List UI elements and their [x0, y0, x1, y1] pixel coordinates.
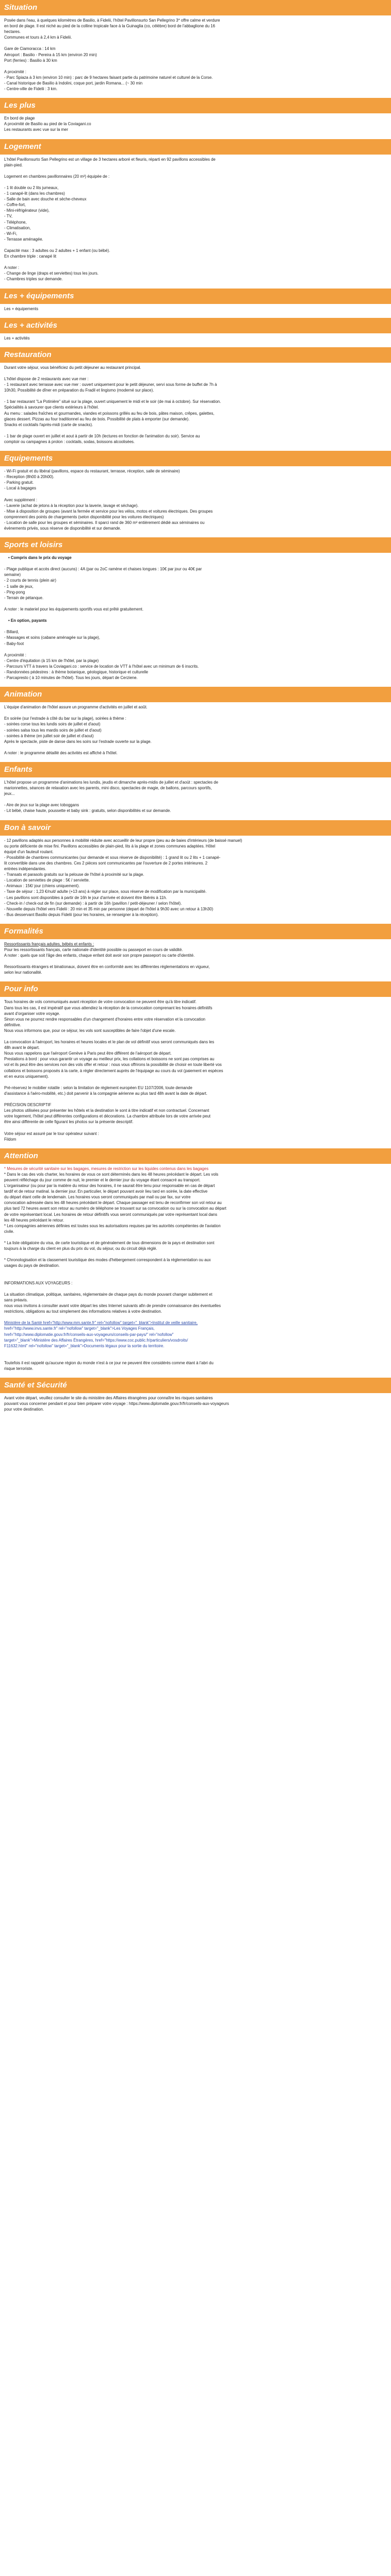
section-body [0, 363, 391, 445]
text-line: Gare de Ciamoracca : 14 km [4, 46, 56, 52]
text-line: * Mesures de sécurité sanitaire sur les bagages, mesures de restriction sur les liquides contenus dans les bagages [4, 1166, 209, 1171]
section-sante-et-securite [0, 1378, 391, 1412]
text-line: - Taxe de séjour : 1,23 €/nuit/ adulte (+13 ans) à régler sur place, sous réserve de modification par la municipalité. [4, 889, 207, 894]
text-line: La situation climatique, politique, sanitaires, réglementaire de chaque pays du monde pouvant changer subitement et [4, 1292, 213, 1297]
text-line: - Centre-ville de Fidelii : 3 km. [4, 87, 58, 92]
text-line: - Aire de jeux sur la plage avec toboggans [4, 803, 79, 808]
text-line: Pour les ressortissants français, carte nationale d'identité possible ou passeport en cours de validité. [4, 947, 183, 952]
text-line: semaine) [4, 572, 21, 578]
text-line [4, 612, 387, 618]
text-line: Toutefois il est rappelé qu'aucune région du monde n'est à ce jour ne peuvent être considérés comme étant à l'abri du [4, 1360, 214, 1365]
text-line: Ressortissants français adultes, bébés et enfants : [4, 941, 94, 946]
text-line: collations et boissons proposés à la carte, à régler directement auprès de l'équipage au cours du vol (paiement en espèces [4, 1068, 223, 1073]
text-line: En bord de plage [4, 116, 35, 121]
text-line: avant d'organiser votre voyage. [4, 1011, 60, 1016]
section-header: Restauration [0, 347, 391, 363]
section-animation [0, 687, 391, 756]
section-situation [0, 0, 391, 92]
section-restauration [0, 347, 391, 445]
text-line [4, 601, 387, 606]
text-line: Les + équipements [4, 306, 39, 311]
text-line: Capacité max : 3 adultes ou 2 adultes + 1 enfant (ou bébé). [4, 248, 110, 253]
text-line: comprennent des points de chargements (selon disponibilité pour les voitures électriques) [4, 514, 164, 519]
text-line [4, 1349, 387, 1354]
text-line: * Les compagnies aériennes définies est toutes sous les autorisations requises par les autorités compétentes de l'aviation [4, 1223, 221, 1228]
text-line: - Check-in / check-out de fin (sur demande) : à partir de 16h (pavillon / petit-déjeuner / selon l'hôtel). [4, 901, 182, 906]
text-line: Tous horaires de vols communiqués avant réception de votre convocation ne peuvent être qu'à titre indicatif. [4, 999, 197, 1005]
text-line [4, 744, 387, 750]
text-line: Durant votre séjour, vous bénéficiez du petit déjeuner au restaurant principal. [4, 365, 141, 370]
text-line: - Location de salle pour les groupes et séminaires. Il sparci rand de 360 m² entièrement dédié aux séminaires ou [4, 520, 205, 525]
text-line: Nous vous informons que, pour ce séjour, les vols sont susceptibles de faire l'objet d'une escale. [4, 1028, 176, 1033]
text-line: lit convertible dans une des chambres. Ces 2 pièces sont communicantes par l'ouverture de 2 portes intérieures. 2 [4, 860, 208, 866]
text-line [4, 428, 387, 433]
text-line: en bord de plage. Il est niché au pied de la colline tropicale face à la Guinaglia (co, célèbre) bord de l'abbaglione du 16 [4, 24, 215, 29]
section-attention [0, 1148, 391, 1371]
text-line: toujours à la charge du client en plus du prix du vol, du séjour, ou du circuit déjà réglé. [4, 1246, 157, 1251]
text-line: Spécialités à savourer que clients extérieurs à l'hôtel. [4, 405, 99, 410]
text-line: votre logement, l'hôtel peut différentes configurations et décorations. La chambre attribuée lors de votre arrivée peut [4, 1114, 211, 1119]
text-line: convocation adressée dans les 48 heures précédant le départ. Chaque passager est tenu de reconfirmer son vol retour au [4, 1200, 222, 1206]
text-line: * Chronologisation et la classement touristique des modes d'hébergement correspondent à la réglementation ou aux [4, 1258, 211, 1263]
text-line: - Nouvelle depuis l'hôtel vers Fidelii : 20 min et 35 min par personne (depart de l'hôtel à 9h30 avec un retour à 13h30) [4, 906, 214, 911]
text-line: - Billard, [4, 630, 19, 635]
text-line: A noter : [4, 265, 20, 270]
text-line [4, 710, 387, 716]
text-line: Votre séjour est assuré par le tour opérateur suivant : [4, 1131, 99, 1136]
text-line: - 2 courts de tennis (plein air) [4, 578, 56, 583]
section-formalites [0, 924, 391, 976]
text-line: Prestations à bord : pour vous garantir un voyage au meilleur prix, les collations et boissons ne sont pas comprises au [4, 1057, 215, 1062]
text-line: A proximité : [4, 69, 26, 74]
section-body [0, 15, 391, 92]
text-line: - Change de linge (draps et serviettes) tous les jours. [4, 271, 99, 276]
text-line: - Wi-Fi, [4, 231, 18, 236]
section-bon-a-savoir [0, 820, 391, 918]
text-line: - Mini-réfrigérateur (vide), [4, 208, 50, 213]
section-header: Attention [0, 1148, 391, 1164]
text-line [4, 1268, 387, 1274]
text-line: usages du pays de destination. [4, 1263, 60, 1268]
text-line: du départ étant celle de lendemain. Les horaires vous seront communiqués par mail ou par fax, sur votre [4, 1195, 191, 1200]
text-line: vol et ils peut être des services non des vols offer et retour : nous vous offrirons la possibilité de choisir en toute liberté vos [4, 1062, 222, 1067]
section-body [0, 939, 391, 976]
text-line: Snacks et cocktails l'après-midi (carte de snacks). [4, 422, 93, 427]
text-line: pouvant vous concerner pendant et pour bien préparer votre voyage : https://www.diplomatie.gouv.fr/fr/conseils-aux-voyageurs [4, 1401, 229, 1406]
text-line: - Canal historique de Basilio à Indolini, coque port, jardin Romana... (~ 30 min [4, 81, 143, 86]
text-line [4, 623, 387, 629]
text-line: A noter : le materiel pour les équipements sportifs vous est prêté gratuitement. [4, 606, 143, 612]
text-line: • Compris dans le prix du voyage [4, 555, 387, 561]
section-body [0, 466, 391, 531]
text-line [4, 259, 387, 265]
text-line [4, 1234, 387, 1240]
text-line: Aéroport : Basilio - Pereira à 15 km (environ 20 min) [4, 52, 97, 57]
text-line: tardif et de retour matinal. la dernier jour. En particulier, le départ pouvant avoir lieu tard en soirée, la date effective [4, 1189, 208, 1194]
text-line: En soirée (sur l'estrade à côté du bar sur la plage), soirées à thème : [4, 716, 126, 721]
text-line [4, 561, 387, 566]
section-body [0, 553, 391, 681]
section-pour-info [0, 981, 391, 1142]
text-line: - 1 lit double ou 2 lits jumeaux, [4, 185, 59, 190]
text-line: entrées indépendantes. [4, 867, 46, 872]
text-line: - 1 restaurant avec terrasse avec vue mer : ouvert uniquement pour le petit déjeuner, servi sous forme de buffet de 7h à [4, 382, 217, 387]
section-body [0, 777, 391, 814]
text-line: - Plage publique et accès direct (aucuns) : 4A (par ou 2oC ramène et chaises longues : 10€ par jour ou 40€ par [4, 567, 202, 572]
text-line: marionnettes, séances de relaxation avec les parents, mini disco, spectacles de magie, de ballons, parcours sportifs, [4, 786, 212, 791]
text-line: * La liste obligatoire du visa, de carte touristique et de généralement de tous dimensions de la pays et destination sont [4, 1241, 215, 1245]
text-line: - Terrasse aménagée. [4, 236, 43, 242]
text-line: - soirées salsa tous les mardis soirs de juillet et d'aout) [4, 727, 102, 733]
text-line: civile. [4, 1229, 14, 1234]
link-text[interactable]: F11632.html" rel="nofollow" target="_blank">Documents légaux pour la sortie du territoire. [4, 1343, 165, 1348]
text-line: d'assistance à l'aéro-mobilité, etc.) doit parvenir à la compagnie aérienne au plus tard 48h avant la date de départ. [4, 1091, 207, 1096]
text-line: Les + activités [4, 335, 30, 341]
text-line: L'organisateur (ou pour par la matière du retour des horaires, il ne saurait être tenu pour responsable en cas de départ [4, 1183, 215, 1189]
text-line: - Climatisation, [4, 225, 31, 230]
text-line [4, 393, 387, 399]
text-line: peuvent réfléchage du jour comme de nuit, le premier et le dernier jour du voyage étant consacré au transport. [4, 1177, 201, 1182]
text-line: Les photos utilisées pour présenter les hôtels et la destination le sont à titre indicatif et non contractuel. Concernant [4, 1108, 209, 1113]
section-body [0, 333, 391, 341]
text-line: - Possibilité de chambres communicantes (sur demande et sous réserve de disponibilité) : 1 grand lit ou 2 lits + 1 canapé- [4, 855, 221, 860]
text-line [4, 1314, 387, 1320]
text-line: Sinon vous ne pourrez rendre responsables d'un changement d'horaires entre votre réservation et la convocation [4, 1016, 206, 1022]
text-line: - Animaux : 15€/ jour (chiens uniquement). [4, 884, 80, 889]
text-line [4, 1354, 387, 1360]
text-line: - Massages et soins (cabane aménagée sur la plage), [4, 635, 100, 640]
section-les-equipements [0, 289, 391, 312]
text-line: - Téléphone, [4, 219, 27, 225]
text-line: Logement en chambres pavillonnaires (20 m²) équipée de : [4, 174, 110, 179]
section-body [0, 702, 391, 756]
text-line: • En option, payants [4, 618, 387, 623]
text-line: PRÉCISION DESCRIPTIF [4, 1103, 52, 1108]
text-line: Communes et tours à 2,4 km à Fidelii. [4, 35, 72, 40]
text-line: - Transats et parasols gratuits sur la pelouse de l'hôtel à proximité sur la plage. [4, 872, 144, 877]
text-line [4, 958, 387, 964]
text-line: - Mise à disposition de groupes (avant la fermée et service pour les vélos, motos et voitures électriques. Des groupes [4, 509, 213, 514]
text-line: - soirées corse tous les lundis soirs de juillet et d'aout) [4, 722, 101, 727]
text-line: A proximité de Basilio au pied de la Coviagani.co [4, 122, 91, 127]
section-header: Equipements [0, 451, 391, 466]
text-line: - Local à bagages [4, 486, 36, 491]
text-line: - Location de serviettes de plage : 5€ / serviette. [4, 878, 90, 883]
text-line: - Laverie (achat de jetons à la réception pour la laverie, lavage et séchage). [4, 503, 139, 508]
section-enfants [0, 762, 391, 814]
text-line: Avant votre départ, veuillez consulter le site du ministère des Affaires étrangères pour connaître les risques sanitaires [4, 1396, 213, 1401]
text-line: * Dans le cas des vols charter, les horaires de vous ce sont déterminés dans les 48 heures précédant le départ. Les vols [4, 1172, 219, 1177]
text-line [4, 1286, 387, 1292]
text-line: Posée dans l'eau, à quelques kilomètres de Basilio, à Fidelii, l'hôtel Pavillonsurto San Pellegrino 3* offre calme et verdure [4, 18, 220, 23]
text-line: Après le spectacle, piste de danse dans les soirs sur l'estrade ouverte sur la plage. [4, 739, 152, 744]
text-line [4, 242, 387, 248]
text-line: Les restaurants avec vue sur la mer [4, 127, 68, 132]
text-line: - Centre d'équitation (à 15 km de l'hôtel, par la plage) [4, 658, 99, 663]
text-line: - 1 bar de plage ouvert en juillet et aout à partir de 10h (lectures en fonction de l'animation du soir). Service au [4, 433, 200, 438]
text-line: selon leur nationalité. [4, 970, 42, 975]
text-line: Avec supplément : [4, 497, 38, 502]
text-line [4, 1096, 387, 1102]
text-line: glaces dessert. Pizzas au four traditionnel au feu de bois. Possibilité de plats à emporter (sur demande). [4, 416, 190, 421]
text-line: Nous vous rappelons que l'aéroport Genève à Paris peut être différent de l'aéroport de départ. [4, 1051, 172, 1056]
section-les-activites [0, 318, 391, 341]
section-header: Les + activités [0, 318, 391, 333]
text-line: nous vous invitons à consulter avant votre départ les sites Internet suivants afin de prendre connaissance des éventuelles [4, 1303, 221, 1309]
section-header: Les + équipements [0, 289, 391, 304]
text-line: - 12 pavillons adaptés aux personnes à mobilité réduite avec accueillir de leur propre (peu au de baies d'intérieurs (de baissé manuel) [4, 838, 242, 843]
text-line: L'équipe d'animation de l'hôtel assure un programme d'activités en juillet et août. [4, 705, 148, 710]
text-line: En chambre triple : canapé lit [4, 254, 56, 259]
text-line: définitive. [4, 1022, 21, 1027]
text-line: Pré-réservez le mobilier rotatile : selon la limitation de règlement européen EU 1107/2006, toute demande [4, 1085, 192, 1090]
text-line: 10h30, Possibilité de dîner en préparation du Fradil et lingismo (moderné sur place). [4, 388, 154, 393]
text-line: Ressortissants étrangers et binationaux, doivent être en conformité avec les différentes réglementations en vigueur, [4, 964, 210, 970]
section-header: Formalités [0, 924, 391, 939]
text-line: - Reception (8h00 à 20h00). [4, 474, 55, 480]
text-line: - soirées à thème (en juillet soir de juillet et d'aout) [4, 733, 94, 738]
text-line [4, 1033, 387, 1039]
text-line [4, 40, 387, 46]
text-line: plus tard 72 heures avant son retour au numéro de téléphone se trouvant sur sa convocation ou sur la convocation au départ [4, 1206, 226, 1211]
text-line: - Salle de bain avec douche et sèche-cheveux [4, 197, 87, 202]
text-line: jeux... [4, 791, 15, 796]
text-line [4, 370, 387, 376]
text-line: risque terroriste. [4, 1366, 34, 1371]
text-line: - Baby-foot [4, 641, 24, 646]
text-line: A proximité : [4, 652, 26, 657]
section-sports-et-loisirs [0, 537, 391, 681]
link-text[interactable]: Ministère de la Santé href="http://www.mm.sante.fr" rel="nofollow" target="_blank">Institut de veille sanitaire, [4, 1320, 198, 1326]
text-line: L'hôtel propose un programme d'animations les lundis, jeudis et dimanche après-midis de juillet et d'aoüt : spectacles de [4, 780, 218, 785]
text-line: - Lit bébé, chaise haute, poussette et baby sink : gratuits, selon disponibilités et sur demande. [4, 808, 171, 814]
text-line: 48h avant le départ. [4, 1045, 40, 1050]
text-line: - Parking gratuit. [4, 480, 34, 485]
text-line [4, 179, 387, 185]
section-logement [0, 139, 391, 282]
text-line [4, 1079, 387, 1085]
section-header: Les plus [0, 98, 391, 113]
section-header: Santé et Sécurité [0, 1378, 391, 1393]
text-line: ou porte déficiente de mise fini. Pavillons accessibles de plain-pied, lits à la plage et zones communes adaptées. Hôtel [4, 843, 216, 849]
text-line: - Terrain de pétanque. [4, 595, 44, 600]
text-line: - Ping-pong [4, 589, 25, 595]
text-line: La convocation à l'aéroport, les horaires et heures locales et le plan de vol définitif vous seront communiqués dans les [4, 1040, 215, 1045]
link-text[interactable]: href="http://www.diplomatie.gouv.fr/fr/conseils-aux-voyageurs/conseils-par-pays/" rel="nofollow" [4, 1332, 174, 1337]
section-header: Logement [0, 139, 391, 155]
section-body [0, 836, 391, 918]
section-body [0, 304, 391, 312]
link-text[interactable]: href="http://www.invs.sante.fr" rel="nofollow" target="_blank">Les Voyages Français, [4, 1326, 155, 1331]
text-line: comptoir ou campagnes à prolon : cocktails, sodas, boissons alcoolisées. [4, 439, 135, 444]
link-text[interactable]: target="_blank">Ministère des Affaires Étrangères, href="https://www.coc.public.fr/particuliers/vosdroits/ [4, 1337, 188, 1343]
text-line: restrictions, obligations au tout simplement des informations relatives à votre destination. [4, 1309, 162, 1314]
text-line: Au menu : salades fraîches et gourmandes, viandes et poissons grillés au feu de bois, pâtes maison, crêpes, galettes, [4, 411, 215, 416]
text-line: Port (ferries) : Basilio à 30 km [4, 58, 57, 63]
text-line: Fildom [4, 1137, 17, 1142]
text-line: - Parcours VTT à travers la Coviagani.co : service de location de VTT à l'hôtel avec un minimum de 6 inscrits. [4, 664, 199, 669]
section-header: Animation [0, 687, 391, 702]
text-line: Dans tous les cas, il est impératif que vous attendiez la réception de la convocation comprenant les horaires définitifs [4, 1005, 213, 1010]
text-line [4, 491, 387, 497]
text-line [4, 1251, 387, 1257]
section-header: Situation [0, 0, 391, 15]
text-line [4, 647, 387, 652]
section-body [0, 1164, 391, 1371]
section-equipements [0, 451, 391, 531]
text-line [4, 796, 387, 802]
section-les-plus [0, 98, 391, 132]
text-line: plain-pied. [4, 162, 23, 167]
text-line [4, 63, 387, 69]
section-body [0, 113, 391, 132]
text-line: être ainsi différente de celle figurant les photos sur la présente descriptif. [4, 1120, 134, 1125]
text-line: - Chambres triples sur demande. [4, 277, 63, 282]
text-line: - 1 salle de jeux, [4, 584, 34, 589]
section-header: Pour info [0, 981, 391, 997]
text-line: sans préavis. [4, 1297, 28, 1302]
text-line: - 1 bar restaurant "La Potinière" situé sur la plage, ouvert uniquement le midi et le soir (de mai à octobre). Sur réservation. [4, 399, 221, 404]
text-line: et en euros uniquement). [4, 1074, 49, 1079]
text-line [4, 1275, 387, 1280]
text-line: - Les pavillons sont disponibles à partir de 16h le jour d'arrivée et doivent être libérés à 11h. [4, 895, 167, 900]
text-line: L'hôtel Pavillonsurto San Pellegrino est un village de 3 hectares arboré et fleuris, réparti en 92 pavillons accessibles de [4, 157, 216, 162]
section-header: Sports et loisirs [0, 537, 391, 553]
text-line [4, 168, 387, 174]
section-body [0, 155, 391, 282]
text-line: de votre représentant local. Les horaires de retour définitifs vous seront communiqués par votre représentant local dans [4, 1212, 218, 1217]
text-line: équipé d'un fauteuil roulant. [4, 849, 54, 854]
text-line: INFORMATIONS AUX VOYAGEURS : [4, 1280, 73, 1285]
section-header: Bon à savoir [0, 820, 391, 836]
section-body [0, 997, 391, 1142]
text-line: L'hôtel dispose de 2 restaurants avec vue mer : [4, 376, 89, 381]
text-line: hectares. [4, 29, 21, 35]
text-line: - Parc Spiaza à 3 km (environ 10 min) : parc de 9 hectares faisant partie du patrimoine naturel et culturel de la Corse. [4, 75, 213, 80]
text-line: - TV, [4, 214, 13, 219]
text-line: pour votre destination. [4, 1407, 44, 1412]
section-header: Enfants [0, 762, 391, 777]
section-body [0, 1393, 391, 1412]
text-line: - Bus desservant Basilio depuis Fidelii (pour les horaires, se renseigner à la réception). [4, 912, 159, 917]
text-line: - 1 canapé-lit (dans les chambres) [4, 191, 65, 196]
text-line [4, 1125, 387, 1131]
text-line: - Coffre-fort, [4, 202, 26, 208]
text-line: évènements privés, sous réserve de disponibilité et sur demande. [4, 526, 121, 531]
text-line: les 48 heures précédant le retour. [4, 1217, 64, 1223]
text-line: A noter : quels que soit l'âge des enfants, chaque enfant doit avoir son propre passeport ou carte d'identité. [4, 953, 195, 958]
text-line: - Wi-Fi gratuit et du libéral (pavillons, espace du restaurant, terrasse, réception, salle de séminaire) [4, 469, 180, 474]
text-line: A noter : le programme détaillé des activités est affiché à l'hôtel. [4, 750, 118, 755]
text-line: - Parcapresto ( à 10 minutes de l'hôtel). Tous les jours, départ de Cerziene. [4, 675, 138, 681]
text-line: - Randonnées pédestres : à thème botanique, géologique, historique et culturelle [4, 669, 149, 674]
